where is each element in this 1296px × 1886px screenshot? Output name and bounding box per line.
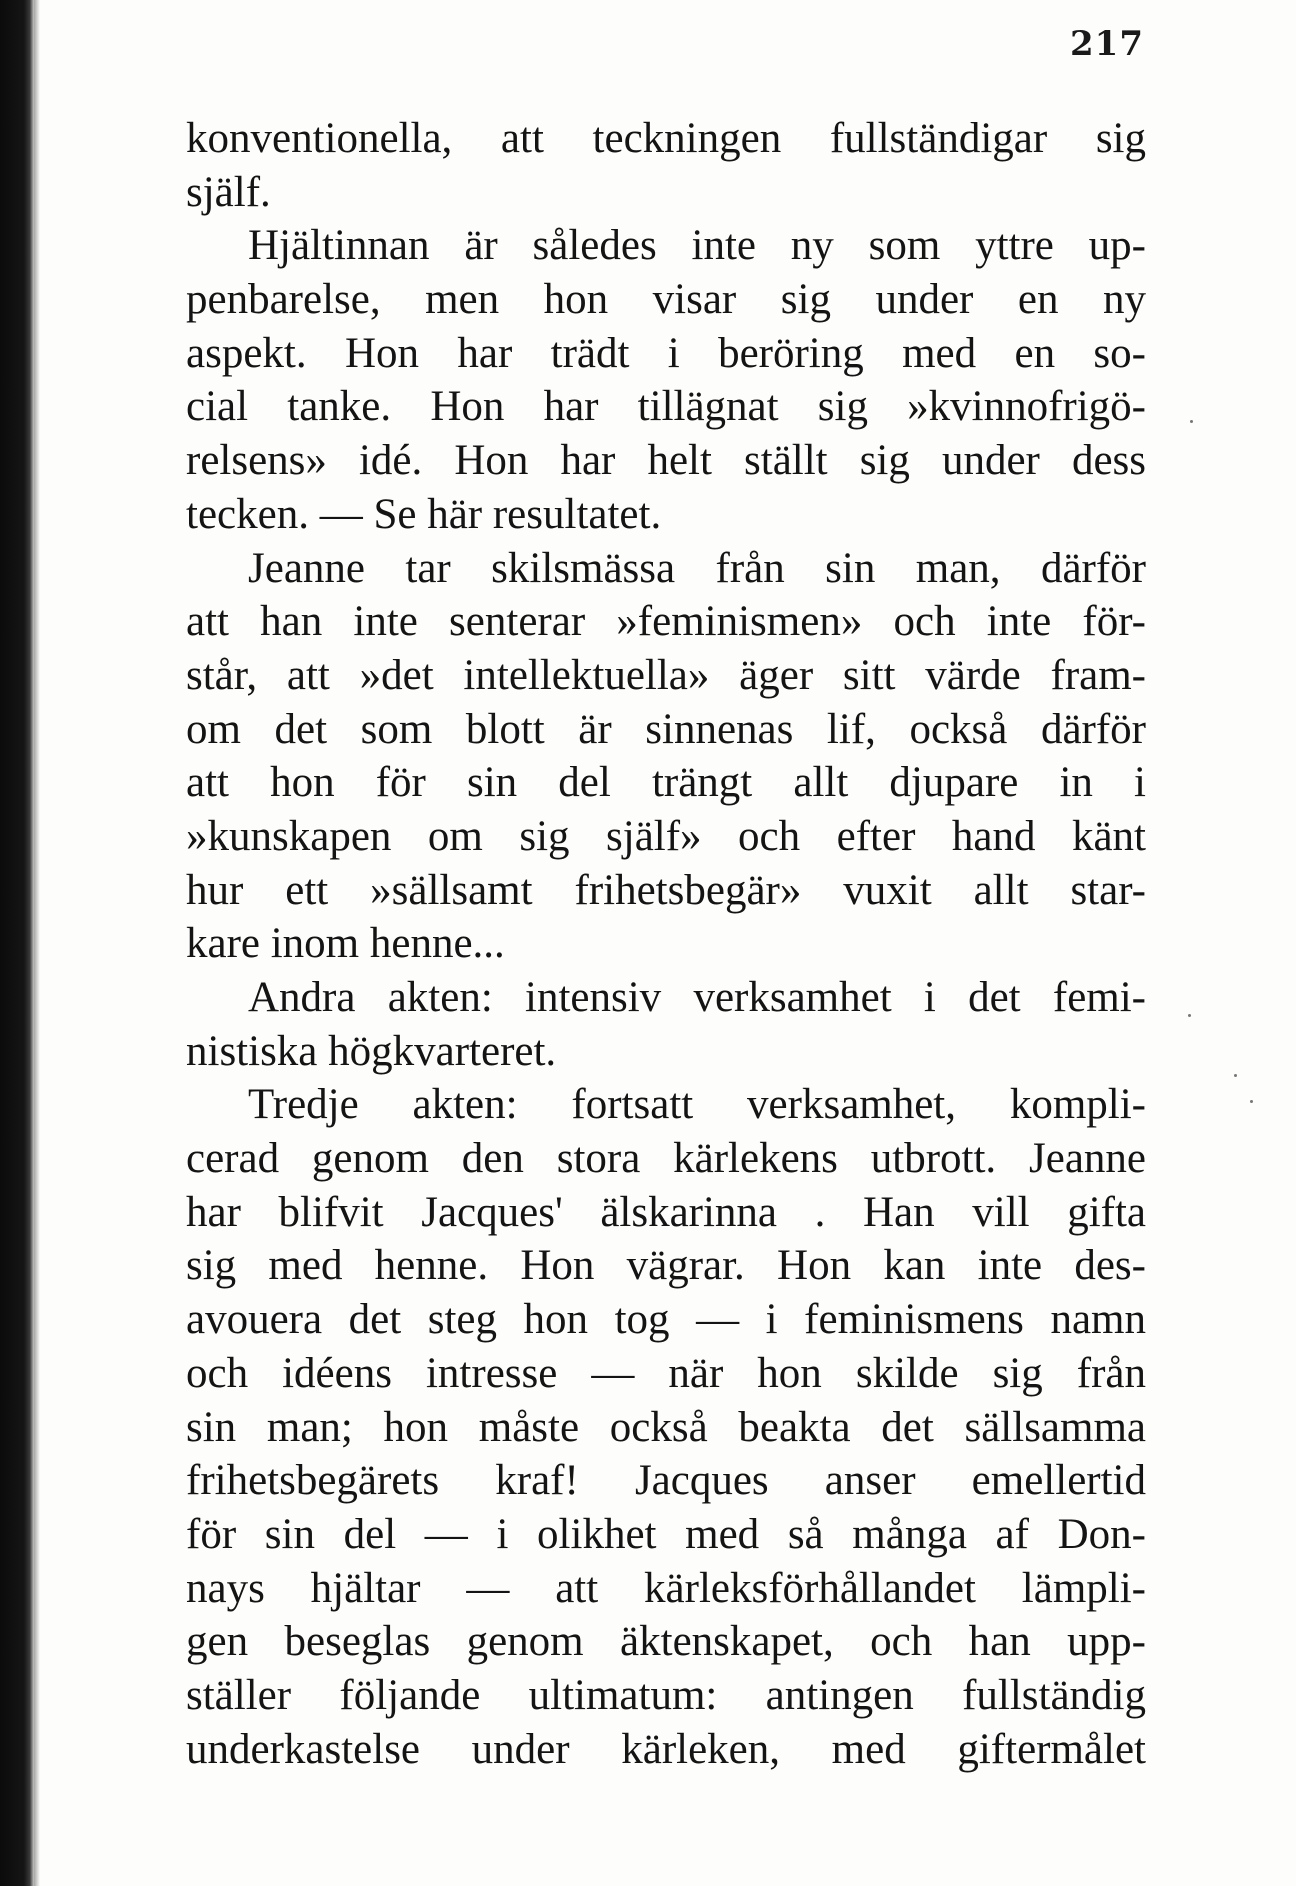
text-line: för sin del — i olikhet med så många af Don-: [186, 1510, 1146, 1558]
text-line: penbarelse, men hon visar sig under en ny: [186, 276, 1146, 324]
text-line: ställer följande ultimatum: antingen fullständig: [186, 1671, 1146, 1719]
text-line: nistiska högkvarteret.: [186, 1027, 557, 1075]
text-line: har blifvit Jacques' älskarinna . Han vill gifta: [186, 1188, 1146, 1236]
text-line: om det som blott är sinnenas lif, också därför: [186, 705, 1146, 753]
text-line: relsens» idé. Hon har helt ställt sig under dess: [186, 437, 1146, 485]
binding-shadow: [0, 0, 34, 1886]
text-line: frihetsbegärets kraf! Jacques anser emellertid: [186, 1457, 1146, 1505]
text-line: konventionella, att teckningen fullständigar sig: [186, 115, 1146, 162]
text-line: står, att »det intellektuella» äger sitt värde fram-: [186, 651, 1146, 699]
text-line: och idéens intresse — när hon skilde sig från: [186, 1349, 1146, 1397]
binding-edge: [34, 0, 40, 1886]
text-line: själf.: [186, 168, 271, 216]
paper-speck: [1190, 420, 1193, 423]
text-line: Tredje akten: fortsatt verksamhet, kompli-: [248, 1081, 1146, 1129]
text-line: cerad genom den stora kärlekens utbrott. Jeanne: [186, 1135, 1146, 1183]
text-line: tecken. — Se här resultatet.: [186, 490, 662, 538]
paper-speck: [1188, 1014, 1191, 1017]
paper-speck: [1250, 1100, 1253, 1103]
text-line: cial tanke. Hon har tillägnat sig »kvinnofrigö-: [186, 383, 1146, 431]
text-line: att hon för sin del trängt allt djupare in i: [186, 759, 1146, 807]
text-line: aspekt. Hon har trädt i beröring med en so-: [186, 329, 1146, 377]
text-line: Andra akten: intensiv verksamhet i det femi-: [248, 974, 1146, 1021]
page-number: 217: [1070, 24, 1144, 64]
text-line: gen beseglas genom äktenskapet, och han upp-: [186, 1618, 1146, 1666]
body-text: [186, 112, 1146, 1776]
text-line: kare inom henne...: [186, 920, 505, 968]
text-line: Jeanne tar skilsmässa från sin man, därför: [248, 544, 1146, 592]
text-line: avouera det steg hon tog — i feminismens namn: [186, 1296, 1146, 1344]
text-line: Hjältinnan är således inte ny som yttre up-: [248, 222, 1146, 270]
text-line: sig med henne. Hon vägrar. Hon kan inte des-: [186, 1242, 1146, 1290]
text-line: nays hjältar — att kärleksförhållandet lämpli-: [186, 1564, 1146, 1612]
text-line: »kunskapen om sig själf» och efter hand känt: [186, 812, 1146, 860]
text-line: hur ett »sällsamt frihetsbegär» vuxit allt star-: [186, 866, 1146, 914]
paper-speck: [1234, 1074, 1237, 1077]
text-line: underkastelse under kärleken, med giftermålet: [186, 1725, 1146, 1773]
text-line: att han inte senterar »feminismen» och inte för-: [186, 598, 1146, 646]
text-line: sin man; hon måste också beakta det sällsamma: [186, 1403, 1146, 1451]
